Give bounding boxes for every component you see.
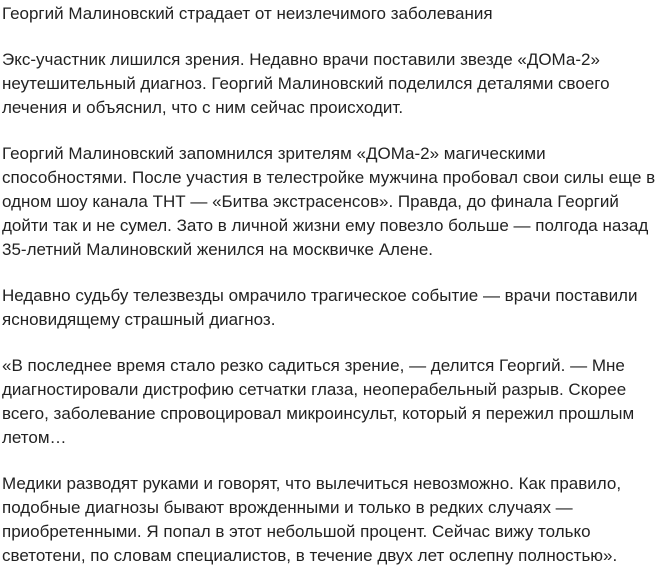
article-paragraph-2: Георгий Малиновский запомнился зрителям «ДОМа-2» магическими способностями. После участия в телестройке мужчина пробовал свои силы еще в одном шоу канала ТНТ — «Битва экстрасенсов». Правда, до финала Георгий дойти так и не сумел. Зато в личной жизни ему повезло больше — полгода назад 35-летний Малиновский женился на москвичке Алене.	[2, 144, 656, 259]
article-paragraph-3: Недавно судьбу телезвезды омрачило трагическое событие — врачи поставили ясновидящему страшный диагноз.	[2, 286, 638, 329]
article-paragraph-5: Медики разводят руками и говорят, что вылечиться невозможно. Как правило, подобные диагнозы бывают врожденными и только в редких случаях — приобретенными. Я попал в этот небольшой процент. Сейчас вижу только светотени, по словам специалистов, в течение двух лет ослепну полностью».	[2, 474, 622, 565]
article-paragraph-1: Экс-участник лишился зрения. Недавно врачи поставили звезде «ДОМа-2» неутешительный диагноз. Георгий Малиновский поделился деталями своего лечения и объяснил, что с ним сейчас происходит.	[2, 50, 610, 117]
article-paragraph-4: «В последнее время стало резко садиться зрение, — делится Георгий. — Мне диагностировали дистрофию сетчатки глаза, неоперабельный разрыв. Скорее всего, заболевание спровоцировал микроинсульт, который я пережил прошлым летом…	[2, 356, 635, 447]
article-title: Георгий Малиновский страдает от неизлечимого заболевания	[2, 4, 493, 23]
article	[2, 2, 662, 568]
